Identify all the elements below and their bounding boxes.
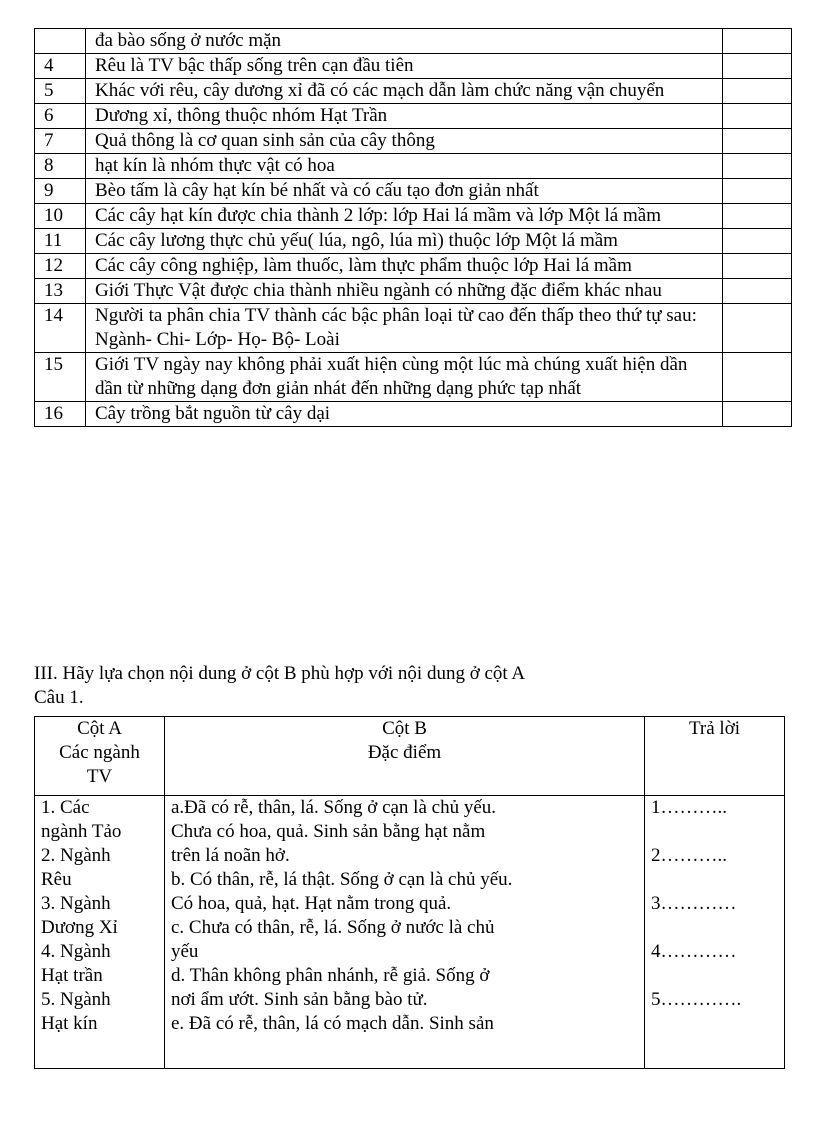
statement-row [35, 104, 792, 129]
characteristic-line: b. Có thân, rễ, lá thật. Sống ở cạn là chủ yếu. [171, 869, 513, 890]
characteristic-line: nơi ẩm ướt. Sinh sản bằng bào tử. [171, 989, 428, 1010]
statement-text: Các cây hạt kín được chia thành 2 lớp: lớp Hai lá mầm và lớp Một lá mầm [86, 204, 723, 229]
statement-answer-blank[interactable] [723, 104, 792, 129]
statement-row [35, 402, 792, 427]
characteristic-line: d. Thân không phân nhánh, rễ giả. Sống ở [171, 965, 490, 986]
division-line: Hạt kín [41, 1013, 98, 1034]
statement-answer-blank[interactable] [723, 402, 792, 427]
statement-text: Các cây lương thực chủ yếu( lúa, ngô, lúa mì) thuộc lớp Một lá mầm [86, 229, 723, 254]
statement-row [35, 179, 792, 204]
statement-text: hạt kín là nhóm thực vật có hoa [86, 154, 723, 179]
column-b-cell [165, 796, 645, 1069]
statement-text: Khác với rêu, cây dương xỉ đã có các mạch dẫn làm chức năng vận chuyển [86, 79, 723, 104]
answer-blank[interactable]: 1……….. [651, 797, 727, 818]
statement-row [35, 54, 792, 79]
statement-row [35, 29, 792, 54]
statement-text: Cây trồng bắt nguồn từ cây dại [86, 402, 723, 427]
answer-blank[interactable]: 5…………. [651, 989, 742, 1010]
statement-answer-blank[interactable] [723, 54, 792, 79]
division-line: ngành Tảo [41, 821, 122, 842]
division-line: Rêu [41, 869, 72, 890]
statement-number: 8 [35, 154, 86, 179]
statement-row [35, 353, 792, 402]
division-line: 1. Các [41, 797, 90, 818]
column-b-header [165, 717, 645, 796]
statement-number: 4 [35, 54, 86, 79]
statement-answer-blank[interactable] [723, 129, 792, 154]
statement-text: Quả thông là cơ quan sinh sản của cây thông [86, 129, 723, 154]
statement-number: 15 [35, 353, 86, 402]
statement-row [35, 279, 792, 304]
division-line: 2. Ngành [41, 845, 111, 866]
statement-text: đa bào sống ở nước mặn [86, 29, 723, 54]
answer-header [645, 717, 785, 796]
statement-text: Giới Thực Vật được chia thành nhiều ngành có những đặc điểm khác nhau [86, 279, 723, 304]
statement-text: Các cây công nghiệp, làm thuốc, làm thực phẩm thuộc lớp Hai lá mầm [86, 254, 723, 279]
matching-table-header [35, 717, 785, 796]
statement-answer-blank[interactable] [723, 79, 792, 104]
matching-table [34, 716, 785, 1069]
answer-cell [645, 796, 785, 1069]
division-line: Hạt trần [41, 965, 103, 986]
statement-text: Bèo tấm là cây hạt kín bé nhất và có cấu tạo đơn giản nhất [86, 179, 723, 204]
statement-answer-blank[interactable] [723, 353, 792, 402]
division-line: 3. Ngành [41, 893, 111, 914]
statement-text: Giới TV ngày nay không phải xuất hiện cùng một lúc mà chúng xuất hiện dần dần từ những dạng đơn giản nhát đến những dạng phức tạp nhất [86, 353, 723, 402]
column-a-header-line: Cột A [77, 718, 122, 739]
statement-number: 10 [35, 204, 86, 229]
column-b-header-line: Cột B [382, 718, 427, 739]
division-line: 4. Ngành [41, 941, 111, 962]
division-line: Dương Xỉ [41, 917, 118, 938]
characteristic-line: yếu [171, 941, 199, 962]
true-false-table [34, 28, 792, 427]
section-3-instruction: III. Hãy lựa chọn nội dung ở cột B phù hợp với nội dung ở cột A [34, 663, 526, 684]
statement-number: 16 [35, 402, 86, 427]
statement-row [35, 129, 792, 154]
statement-row [35, 154, 792, 179]
statement-answer-blank[interactable] [723, 279, 792, 304]
statement-number: 14 [35, 304, 86, 353]
statement-answer-blank[interactable] [723, 254, 792, 279]
statement-row [35, 204, 792, 229]
characteristic-line: trên lá noãn hở. [171, 845, 290, 866]
division-line: 5. Ngành [41, 989, 111, 1010]
statement-row [35, 254, 792, 279]
statement-answer-blank[interactable] [723, 229, 792, 254]
statement-number: 13 [35, 279, 86, 304]
statement-number [35, 29, 86, 54]
statement-answer-blank[interactable] [723, 29, 792, 54]
characteristic-line: e. Đã có rễ, thân, lá có mạch dẫn. Sinh sản [171, 1013, 494, 1034]
matching-table-body [35, 796, 785, 1069]
statement-number: 11 [35, 229, 86, 254]
characteristic-line: a.Đã có rễ, thân, lá. Sống ở cạn là chủ yếu. [171, 797, 497, 818]
statement-answer-blank[interactable] [723, 154, 792, 179]
statement-answer-blank[interactable] [723, 304, 792, 353]
answer-blank[interactable]: 4………… [651, 941, 737, 962]
column-a-header-line: Các ngành [59, 742, 140, 763]
column-a-cell [35, 796, 165, 1069]
statement-text: Rêu là TV bậc thấp sống trên cạn đầu tiên [86, 54, 723, 79]
statement-number: 9 [35, 179, 86, 204]
statement-answer-blank[interactable] [723, 179, 792, 204]
statement-number: 12 [35, 254, 86, 279]
characteristic-line: Có hoa, quả, hạt. Hạt nằm trong quả. [171, 893, 452, 914]
answer-header-line: Trả lời [688, 718, 741, 739]
column-a-header [35, 717, 165, 796]
statement-row [35, 229, 792, 254]
statement-number: 6 [35, 104, 86, 129]
characteristic-line: Chưa có hoa, quả. Sinh sản bằng hạt nằm [171, 821, 486, 842]
statement-number: 5 [35, 79, 86, 104]
answer-blank[interactable]: 3………… [651, 893, 737, 914]
statement-row [35, 79, 792, 104]
statement-row [35, 304, 792, 353]
statement-text: Người ta phân chia TV thành các bậc phân loại từ cao đến thấp theo thứ tự sau: Ngành- Chi- Lớp- Họ- Bộ- Loài [86, 304, 723, 353]
column-a-header-line: TV [86, 766, 113, 787]
statement-number: 7 [35, 129, 86, 154]
statement-answer-blank[interactable] [723, 204, 792, 229]
column-b-header-line: Đặc điểm [367, 742, 442, 763]
statement-text: Dương xỉ, thông thuộc nhóm Hạt Trần [86, 104, 723, 129]
characteristic-line: c. Chưa có thân, rễ, lá. Sống ở nước là chủ [171, 917, 495, 938]
answer-blank[interactable]: 2……….. [651, 845, 727, 866]
question-label: Câu 1. [34, 687, 84, 708]
